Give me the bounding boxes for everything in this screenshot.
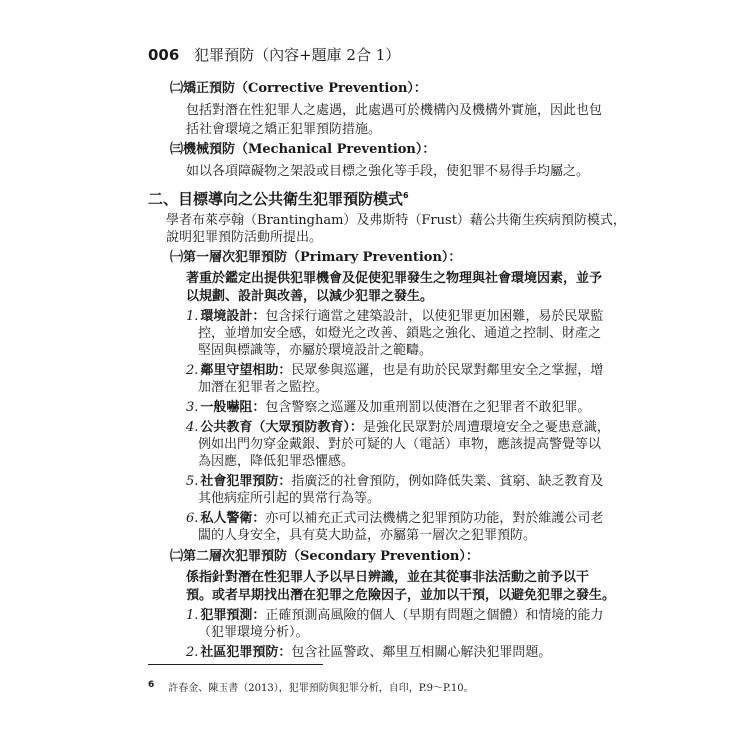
primary-item <box>186 309 603 325</box>
item-continuation: 闆的人身安全，具有莫大助益，亦屬第一層次之犯罪預防。 <box>198 528 537 543</box>
item-text: 包含警察之巡邏及加重刑罰以使潛在之犯罪者不敢犯罪。 <box>265 400 591 415</box>
item-number: 5. <box>186 474 199 489</box>
mechanical-line: 如以各項障礙物之架設或目標之強化等手段，使犯罪不易得手均屬之。 <box>186 164 590 179</box>
page-header <box>148 44 400 65</box>
secondary-item <box>186 645 551 661</box>
item-text: 亦可以補充正式司法機構之犯罪預防功能，對於維護公司老 <box>265 511 604 526</box>
item-label: 犯罪預測： <box>200 608 266 623</box>
secondary-item <box>186 608 603 624</box>
item-text: 包含採行適當之建築設計，以使犯罪更加困難，易於民眾監 <box>265 309 604 324</box>
item-number: 2. <box>186 363 199 378</box>
item-continuation: 例如出門勿穿金戴銀、對於可疑的人（電話）車物，應該提高警覺等以 <box>198 437 602 452</box>
primary-summary-line: 以規劃、設計與改善，以減少犯罪之發生。 <box>186 289 434 304</box>
item-label: 鄰里守望相助： <box>200 363 292 378</box>
primary-item <box>186 363 603 379</box>
item-text: 指廣泛的社會預防，例如降低失業、貧窮、缺乏教育及 <box>291 474 604 489</box>
item-label: 環境設計： <box>200 309 266 324</box>
item-continuation: （犯罪環境分析）。 <box>198 625 309 640</box>
footnote <box>148 679 474 694</box>
secondary-heading: ㈡第二層次犯罪預防（Secondary Prevention）： <box>170 549 479 564</box>
item-continuation: 加潛在犯罪者之監控。 <box>198 380 329 395</box>
item-number: 6. <box>186 511 199 526</box>
section-intro-line: 說明犯罪預防活動所提出。 <box>166 230 323 245</box>
page-number: 006 <box>148 46 180 64</box>
item-label: 公共教育（大眾預防教育）： <box>200 420 363 435</box>
item-continuation: 其他病症所引起的異常行為等。 <box>198 491 381 506</box>
primary-item <box>186 420 610 436</box>
item-label: 社會犯罪預防： <box>200 474 292 489</box>
secondary-summary-line: 預。或者早期找出潛在犯罪之危險因子，並加以干預，以避免犯罪之發生。 <box>186 588 616 603</box>
item-number: 4. <box>186 420 199 435</box>
primary-heading: ㈠第一層次犯罪預防（Primary Prevention）： <box>170 250 462 265</box>
item-number: 2. <box>186 645 199 660</box>
section-intro-line: 學者布萊亭翰（Brantingham）及弗斯特（Frust）藉公共衛生疾病預防模式， <box>166 213 626 228</box>
item-text: 民眾參與巡邏，也是有助於民眾對鄰里安全之掌握，增 <box>291 363 604 378</box>
item-continuation: 控，並增加安全感，如燈光之改善、鎖匙之強化、通道之控制、財產之 <box>198 326 602 341</box>
item-text: 是強化民眾對於周遭環境安全之憂患意識， <box>362 420 610 435</box>
book-title: 犯罪預防（內容+題庫 2合 1） <box>194 46 401 64</box>
mechanical-heading: ㈢機械預防（Mechanical Prevention）： <box>170 142 436 157</box>
primary-summary-line: 著重於鑑定出提供犯罪機會及促使犯罪發生之物理與社會環境因素，並予 <box>186 271 603 286</box>
item-number: 1. <box>186 608 199 623</box>
item-continuation: 堅固與標識等，亦屬於環境設計之範疇。 <box>198 343 433 358</box>
footnote-ref: 6 <box>403 191 409 200</box>
primary-item <box>186 400 590 416</box>
item-label: 社區犯罪預防： <box>200 645 292 660</box>
corrective-line: 括社會環境之矯正犯罪預防措施。 <box>186 122 382 137</box>
item-number: 1. <box>186 309 199 324</box>
item-label: 一般嚇阻： <box>200 400 266 415</box>
primary-item <box>186 511 603 527</box>
item-text: 正確預測高風險的個人（早期有問題之個體）和情境的能力 <box>265 608 604 623</box>
item-number: 3. <box>186 400 199 415</box>
footnote-mark: 6 <box>148 679 155 690</box>
secondary-summary-line: 係指針對潛在性犯罪人予以早日辨識，並在其從事非法活動之前予以干 <box>186 570 590 585</box>
primary-item <box>186 474 603 490</box>
footnote-text: 許春金、陳玉書（2013），犯罪預防與犯罪分析，自印，P.9～P.10。 <box>168 683 474 694</box>
item-text: 包含社區警政、鄰里互相關心解決犯罪問題。 <box>291 645 552 660</box>
footnote-divider <box>148 664 323 665</box>
section-heading-text: 二、目標導向之公共衛生犯罪預防模式 <box>148 190 404 208</box>
corrective-heading: ㈡矯正預防（Corrective Prevention）： <box>170 81 427 96</box>
section-heading <box>148 188 409 207</box>
corrective-line: 包括對潛在性犯罪人之處遇，此處遇可於機構內及機構外實施，因此也包 <box>186 103 603 118</box>
item-label: 私人警衛： <box>200 511 266 526</box>
item-continuation: 為因應，降低犯罪恐懼感。 <box>198 454 355 469</box>
